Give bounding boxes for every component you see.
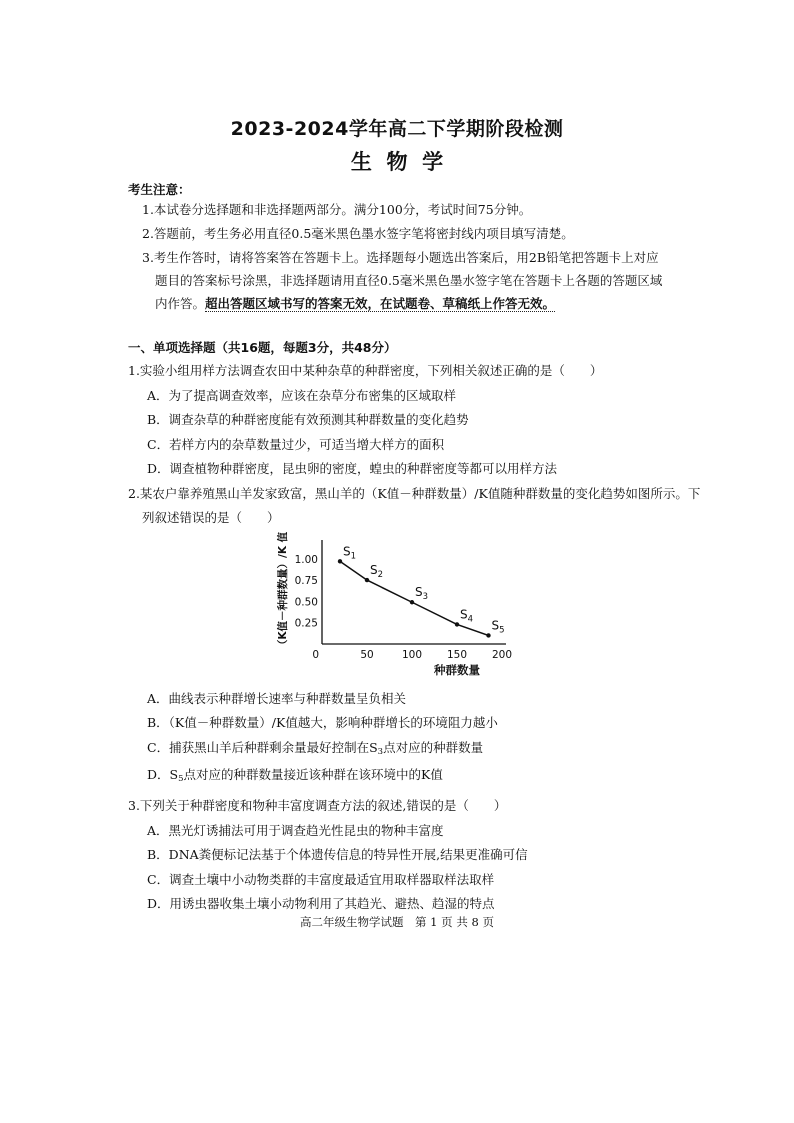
q2-option-c bbox=[147, 740, 483, 756]
data-point-s3 bbox=[410, 600, 414, 604]
notice-bold-warning: 超出答题区域书写的答案无效，在试题卷、草稿纸上作答无效。 bbox=[205, 296, 556, 311]
y-axis-label: （K值－种群数量）/K 值 bbox=[277, 532, 289, 651]
q1-option-b: B．调查杂草的种群密度能有效预测其种群数量的变化趋势 bbox=[147, 412, 469, 427]
notice-item-3-end bbox=[155, 296, 555, 312]
page-footer: 高二年级生物学试题 第 1 页 共 8 页 bbox=[300, 915, 494, 929]
chart-ticks bbox=[276, 532, 512, 677]
y-tick-label-0: 1.00 bbox=[294, 553, 318, 566]
data-point-s5 bbox=[486, 633, 490, 637]
point-label-sub-s2: 2 bbox=[377, 570, 384, 581]
q2-option-c-post: 点对应的种群数量 bbox=[383, 740, 484, 755]
section-heading-single-choice: 一、单项选择题（共16题，每题3分，共48分） bbox=[128, 340, 397, 355]
q2-option-b: B．（K值－种群数量）/K值越大，影响种群增长的环境阻力越小 bbox=[147, 715, 498, 730]
q2-option-c-pre: C．捕获黑山羊后种群剩余量最好控制在S bbox=[147, 740, 378, 755]
q2-stem-line2: 列叙述错误的是（ ） bbox=[142, 510, 280, 525]
x-tick-label-3: 200 bbox=[491, 649, 513, 661]
point-label-sub-s4: 4 bbox=[467, 614, 474, 625]
notice-item-3: 3.考生作答时，请将答案答在答题卡上。选择题每小题选出答案后，用2B铅笔把答题卡上对应 bbox=[142, 250, 659, 265]
point-label-s3: $S_3$ bbox=[415, 585, 429, 603]
data-point-s1 bbox=[338, 559, 342, 563]
point-label-sub-s5: 5 bbox=[499, 625, 505, 636]
subject-title: 生 物 学 bbox=[350, 150, 444, 174]
q3-option-d: D．用诱虫器收集土壤小动物利用了其趋光、避热、趋湿的特点 bbox=[147, 896, 495, 911]
q2-option-d bbox=[147, 767, 443, 783]
notice-heading: 考生注意： bbox=[128, 182, 191, 197]
x-tick-label-1: 100 bbox=[401, 649, 423, 661]
notice-item-1: 1.本试卷分选择题和非选择题两部分。满分100分，考试时间75分钟。 bbox=[142, 202, 532, 217]
chart-series bbox=[338, 544, 505, 637]
q2-stem-line1: 2.某农户靠养殖黑山羊发家致富，黑山羊的（K值－种群数量）/K值随种群数量的变化趋势如图所示。下 bbox=[128, 486, 701, 501]
q2-option-d-pre: D．S bbox=[147, 767, 179, 782]
q1-option-a: A．为了提高调查效率，应该在杂草分布密集的区域取样 bbox=[147, 388, 457, 403]
exam-title: 2023-2024学年高二下学期阶段检测 bbox=[230, 118, 564, 140]
point-label-s2: $S_2$ bbox=[370, 563, 384, 581]
origin-label: 0 bbox=[312, 649, 319, 661]
point-label-s1: $S_1$ bbox=[343, 544, 357, 562]
x-tick-label-0: 50 bbox=[360, 649, 374, 661]
point-label-s4: $S_4$ bbox=[460, 607, 474, 625]
point-label-sub-s1: 1 bbox=[350, 551, 357, 562]
q2-option-a: A．曲线表示种群增长速率与种群数量呈负相关 bbox=[147, 691, 407, 706]
q2-option-d-sub: 5 bbox=[178, 774, 184, 784]
y-tick-label-3: 0.25 bbox=[294, 617, 318, 630]
y-tick-label-1: 0.75 bbox=[294, 575, 318, 588]
data-point-s4 bbox=[455, 622, 459, 626]
q3-option-c: C．调查土壤中小动物类群的丰富度最适宜用取样器取样法取样 bbox=[147, 872, 495, 887]
q1-option-d: D．调查植物种群密度，昆虫卵的密度，蝗虫的种群密度等都可以用样方法 bbox=[147, 461, 558, 476]
notice-item-2: 2.答题前，考生务必用直径0.5毫米黑色墨水签字笔将密封线内项目填写清楚。 bbox=[142, 226, 574, 241]
y-tick-label-2: 0.50 bbox=[294, 596, 318, 609]
q1-stem: 1.实验小组用样方法调查农田中某种杂草的种群密度，下列相关叙述正确的是（ ） bbox=[128, 363, 603, 378]
data-point-s2 bbox=[365, 578, 369, 582]
q1-option-c: C．若样方内的杂草数量过少，可适当增大样方的面积 bbox=[147, 437, 445, 452]
notice-item-3-tail: 内作答。 bbox=[155, 296, 206, 311]
x-tick-label-2: 150 bbox=[446, 649, 468, 661]
x-axis-label: 种群数量 bbox=[434, 663, 480, 677]
q2-option-d-post: 点对应的种群数量接近该种群在该环境中的K值 bbox=[183, 767, 443, 782]
q3-option-b: B．DNA粪便标记法基于个体遗传信息的特异性开展,结果更准确可信 bbox=[147, 847, 528, 862]
point-label-sub-s3: 3 bbox=[422, 592, 429, 603]
q2-option-c-sub: 3 bbox=[377, 747, 384, 757]
q3-option-a: A．黑光灯诱捕法可用于调查趋光性昆虫的物种丰富度 bbox=[147, 823, 444, 838]
population-ratio-chart bbox=[276, 532, 516, 680]
notice-item-3-cont: 题目的答案标号涂黑，非选择题请用直径0.5毫米黑色墨水签字笔在答题卡上各题的答题区域 bbox=[155, 273, 663, 288]
q3-stem: 3.下列关于种群密度和物种丰富度调查方法的叙述,错误的是（ ） bbox=[128, 798, 507, 813]
point-label-s5: $S_5$ bbox=[491, 618, 505, 636]
